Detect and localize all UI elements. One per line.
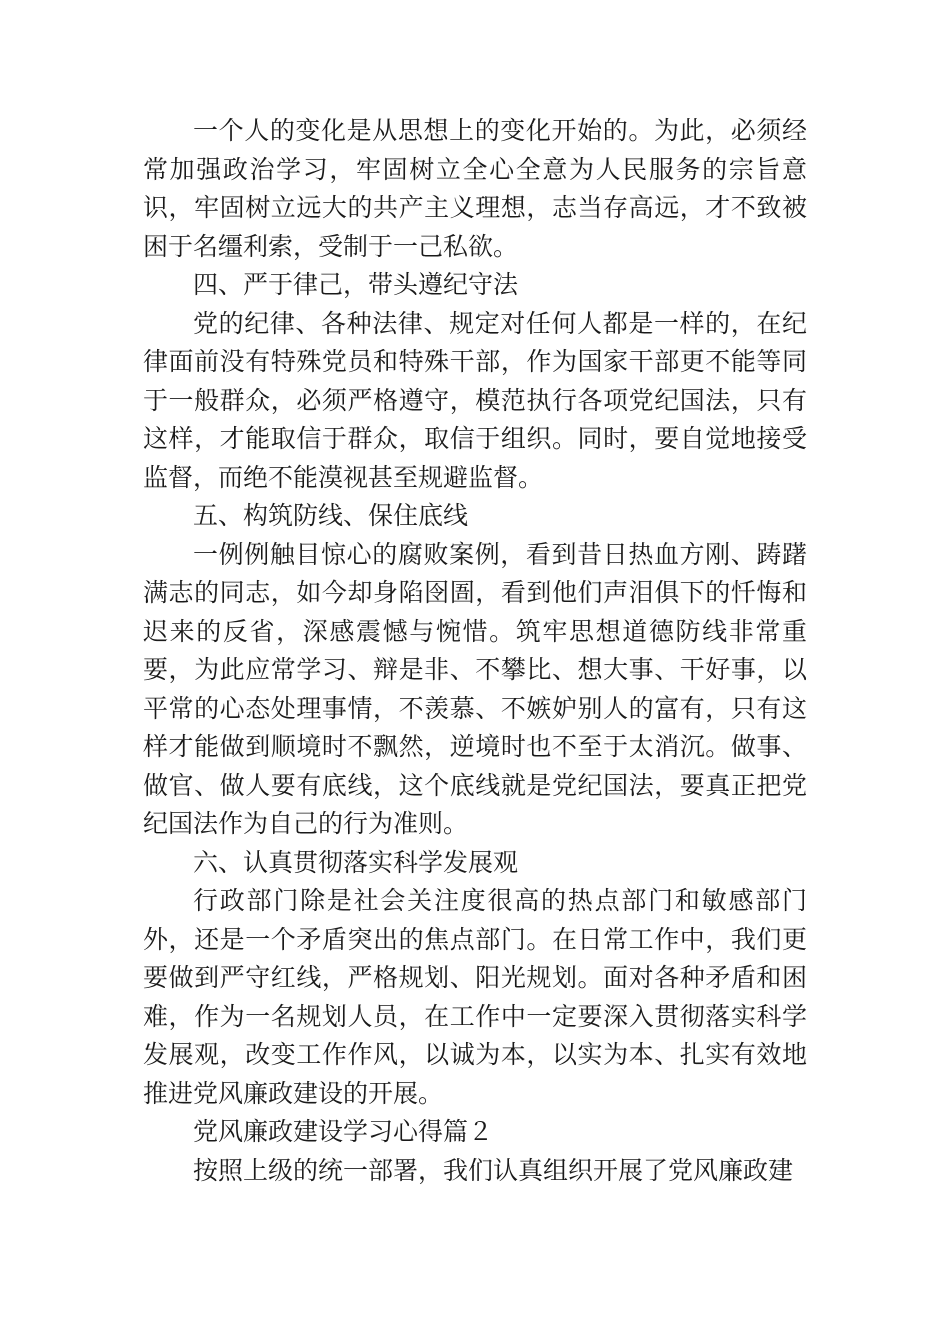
section-heading-5: 五、构筑防线、保住底线 xyxy=(193,501,469,530)
paragraph-defense-line: 一例例触目惊心的腐败案例，看到昔日热血方刚、踌躇满志的同志，如今却身陷囹圄，看到他们声泪俱下的忏悔和迟来的反省，深感震憾与惋惜。筑牢思想道德防线非常重要，为此应常学习、辩是非、不攀比、想大事、干好事，以平常的心态处理事情，不羡慕、不嫉妒别人的富有，只有这样才能做到顺境时不飘然，逆境时也不至于太消沉。做事、做官、做人要有底线，这个底线就是党纪国法，要真正把党纪国法作为自己的行为准则。 xyxy=(143,539,807,838)
paragraph-mindset: 一个人的变化是从思想上的变化开始的。为此，必须经常加强政治学习，牢固树立全心全意为人民服务的宗旨意识，牢固树立远大的共产主义理想，志当存高远，才不致被困于名缰利索，受制于一己私欲。 xyxy=(143,116,807,261)
paragraph-deployment: 按照上级的统一部署，我们认真组织开展了党风廉政建 xyxy=(193,1155,794,1185)
document-page xyxy=(143,112,807,1190)
section-heading-6: 六、认真贯彻落实科学发展观 xyxy=(193,847,519,877)
paragraph-discipline: 党的纪律、各种法律、规定对任何人都是一样的，在纪律面前没有特殊党员和特殊干部，作为国家干部更不能等同于一般群众，必须严格遵守，模范执行各项党纪国法，只有这样，才能取信于群众，取信于组织。同时，要自觉地接受监督，而绝不能漠视甚至规避监督。 xyxy=(143,308,807,492)
section-heading-4: 四、严于律己，带头遵纪守法 xyxy=(193,270,519,299)
paragraph-development: 行政部门除是社会关注度很高的热点部门和敏感部门外，还是一个矛盾突出的焦点部门。在日常工作中，我们更要做到严守红线，严格规划、阳光规划。面对各种矛盾和困难，作为一名规划人员，在工作中一定要深入贯彻落实科学发展观，改变工作作风，以诚为本，以实为本、扎实有效地推进党风廉政建设的开展。 xyxy=(143,886,807,1108)
article-title-2: 党风廉政建设学习心得篇２ xyxy=(193,1117,494,1146)
